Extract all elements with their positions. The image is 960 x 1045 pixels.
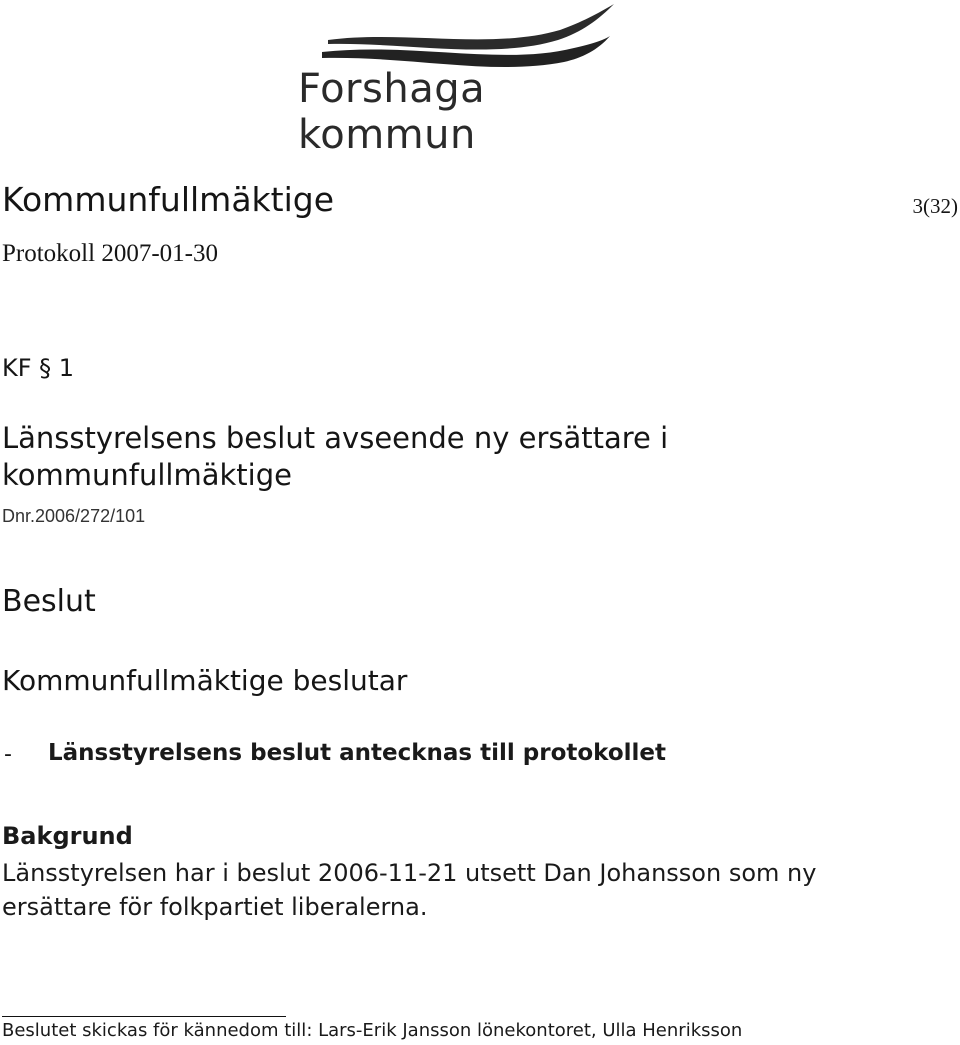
wave-logo-icon	[292, 0, 642, 70]
background-body: Länsstyrelsen har i beslut 2006-11-21 utsett Dan Johansson som ny ersättare för folkpartiet liberalerna.	[2, 859, 817, 921]
distribution-note: Beslutet skickas för kännedom till: Lars-Erik Jansson lönekontoret, Ulla Henriksson	[2, 1020, 743, 1041]
decision-intro: Kommunfullmäktige beslutar	[2, 664, 408, 697]
footnote-divider	[2, 1016, 286, 1017]
background-heading: Bakgrund	[2, 822, 133, 850]
forshaga-logo	[292, 0, 642, 158]
section-reference: KF § 1	[2, 354, 75, 382]
page-number: 3(32)	[912, 194, 958, 218]
item-heading: Länsstyrelsens beslut avseende ny ersättare i kommunfullmäktige	[2, 421, 669, 492]
decision-heading: Beslut	[2, 584, 96, 619]
protocol-date: Protokoll 2007-01-30	[2, 240, 218, 267]
diary-number: Dnr.2006/272/101	[2, 506, 146, 526]
logo-wordmark: Forshaga kommun	[298, 66, 486, 158]
document-title: Kommunfullmäktige	[2, 180, 335, 219]
decision-bullet: Länsstyrelsens beslut antecknas till protokollet	[48, 740, 667, 766]
bullet-dash: -	[4, 742, 12, 767]
